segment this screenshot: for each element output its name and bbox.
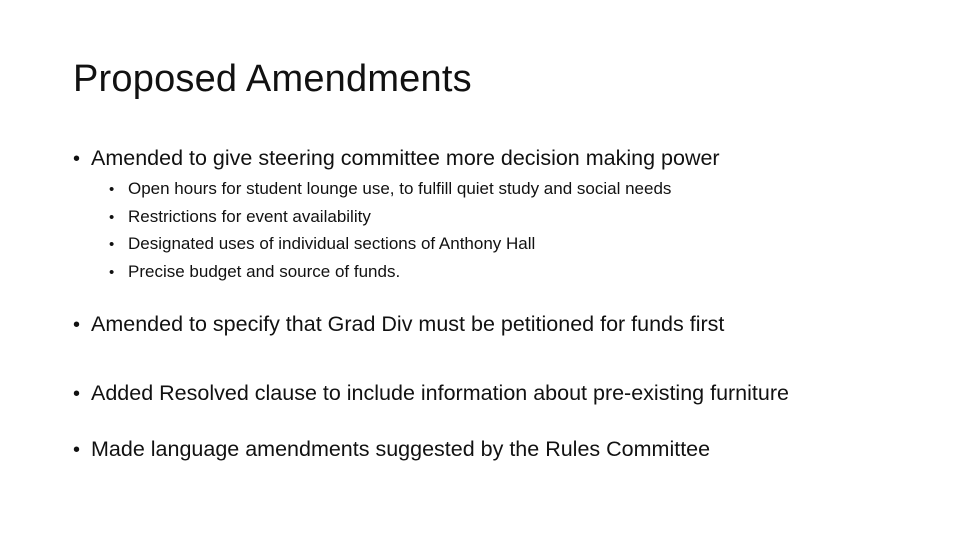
bullet-item bbox=[73, 312, 724, 337]
sub-bullet-text: Precise budget and source of funds. bbox=[128, 261, 401, 281]
sub-bullet-item bbox=[109, 259, 671, 287]
sub-bullet-item bbox=[109, 231, 671, 259]
sub-bullet-dot: • bbox=[109, 263, 115, 281]
sub-bullet-item bbox=[109, 204, 671, 232]
sub-bullet-dot: • bbox=[109, 181, 115, 198]
bullet-dot: • bbox=[73, 383, 81, 405]
bullet-item bbox=[73, 146, 720, 171]
bullet-item bbox=[73, 381, 789, 406]
bullet-text: Amended to specify that Grad Div must be petitioned for funds first bbox=[91, 312, 725, 336]
sub-bullet-list bbox=[109, 176, 671, 286]
bullet-dot: • bbox=[73, 314, 81, 336]
sub-bullet-text: Restrictions for event availability bbox=[128, 206, 371, 226]
bullet-text: Made language amendments suggested by the Rules Committee bbox=[91, 437, 711, 461]
sub-bullet-dot: • bbox=[109, 208, 115, 226]
sub-bullet-text: Designated uses of individual sections of Anthony Hall bbox=[128, 234, 536, 253]
bullet-item bbox=[73, 437, 710, 462]
bullet-text: Amended to give steering committee more decision making power bbox=[91, 146, 720, 170]
bullet-text: Added Resolved clause to include information about pre-existing furniture bbox=[91, 381, 789, 405]
slide-title: Proposed Amendments bbox=[73, 58, 472, 100]
bullet-dot: • bbox=[73, 148, 81, 170]
sub-bullet-item bbox=[109, 176, 671, 204]
sub-bullet-dot: • bbox=[109, 236, 115, 253]
bullet-dot: • bbox=[73, 439, 81, 461]
sub-bullet-text: Open hours for student lounge use, to fulfill quiet study and social needs bbox=[128, 179, 672, 198]
